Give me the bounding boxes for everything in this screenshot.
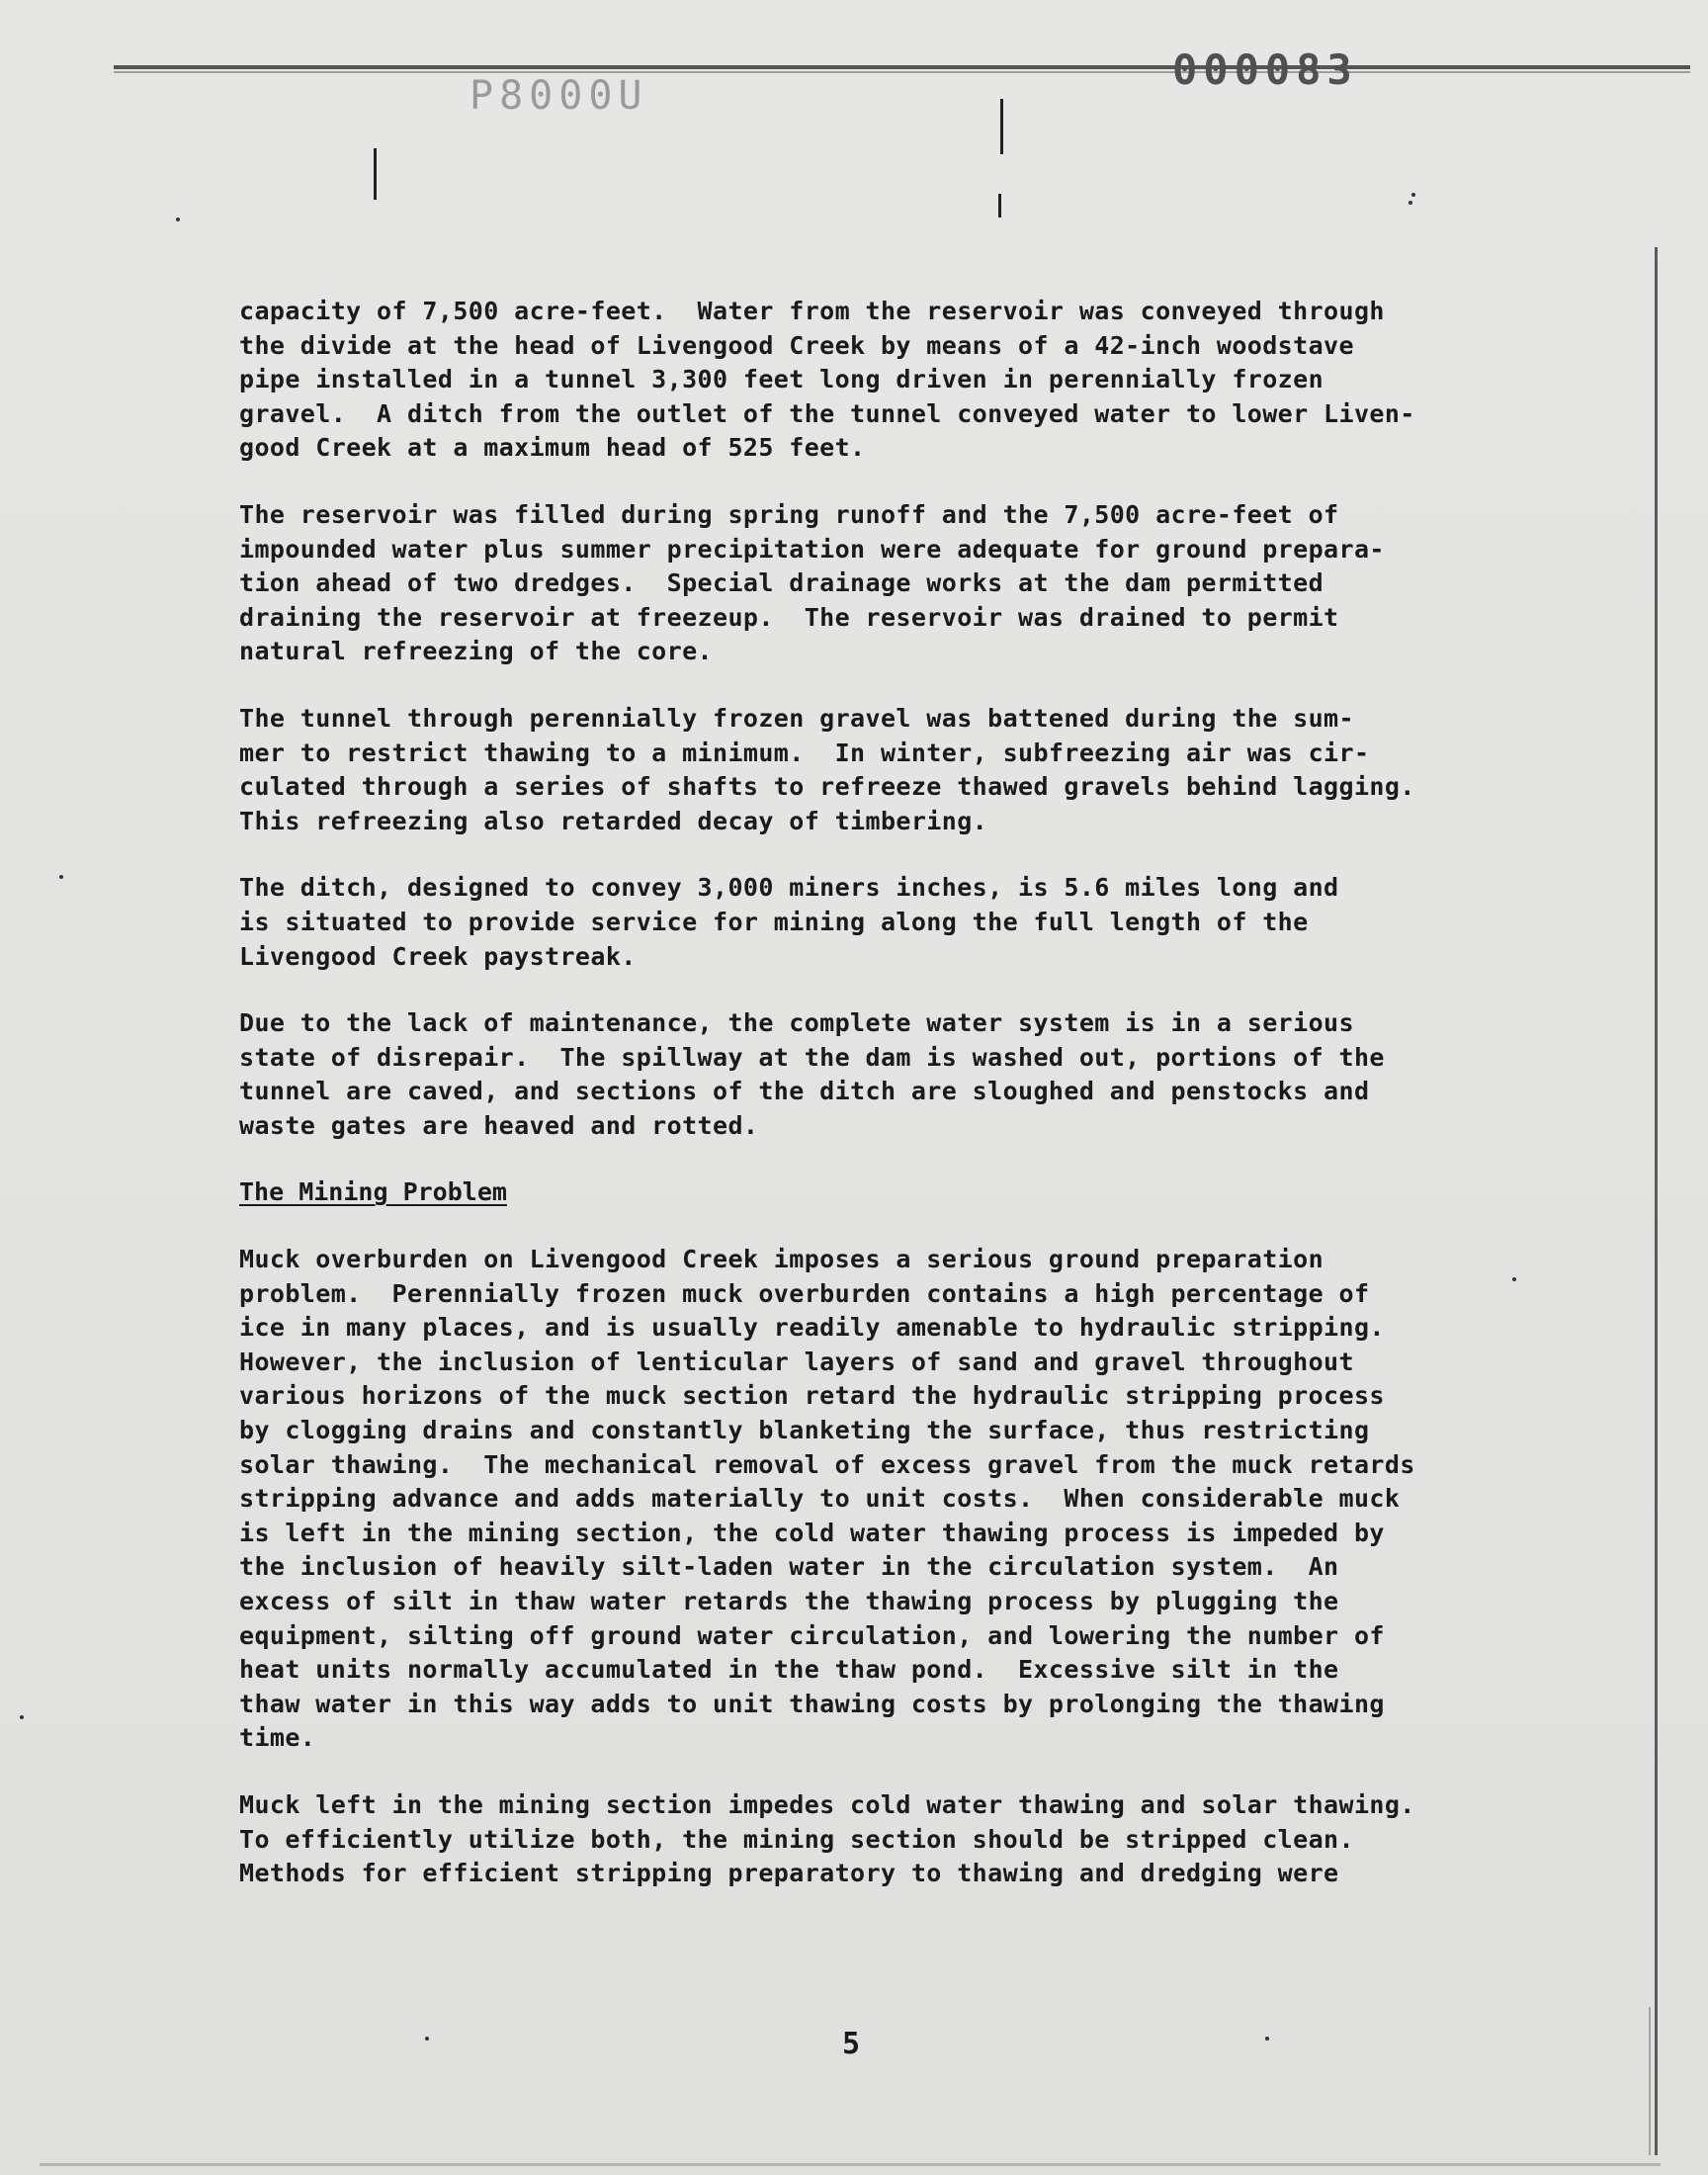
text-line: Muck overburden on Livengood Creek imposes a serious ground preparation <box>239 1245 1324 1274</box>
top-rule <box>114 65 1690 69</box>
text-line: However, the inclusion of lenticular layers of sand and gravel throughout <box>239 1347 1354 1376</box>
text-line: The tunnel through perennially frozen gravel was battened during the sum- <box>239 703 1354 733</box>
text-line: the inclusion of heavily silt-laden water in the circulation system. An <box>239 1552 1339 1582</box>
text-line: by clogging drains and constantly blanketing the surface, thus restricting <box>239 1416 1370 1445</box>
text-line: various horizons of the muck section retard the hydraulic stripping process <box>239 1381 1385 1411</box>
right-scan-border-inner <box>1649 2007 1651 2155</box>
top-rule-shadow <box>114 71 1690 73</box>
text-line: Muck left in the mining section impedes cold water thawing and solar thawing. <box>239 1789 1415 1819</box>
text-line: Methods for efficient stripping preparatory to thawing and dredging were <box>239 1859 1339 1888</box>
text-line: capacity of 7,500 acre-feet. Water from the reservoir was conveyed through <box>239 297 1385 325</box>
paragraph-tunnel <box>239 702 1544 838</box>
text-line: is situated to provide service for mining along the full length of the <box>239 907 1309 936</box>
text-line: time. <box>239 1723 316 1753</box>
scan-speck <box>59 875 63 879</box>
faint-stamp-number: P8000U <box>470 73 648 119</box>
text-line: This refreezing also retarded decay of timbering. <box>239 806 988 835</box>
text-line: draining the reservoir at freezeup. The reservoir was drained to permit <box>239 602 1339 632</box>
paragraph-muck-overburden <box>239 1243 1544 1756</box>
text-line: culated through a series of shafts to refreeze thawed gravels behind lagging. <box>239 772 1415 802</box>
margin-tick-mark <box>998 194 1001 218</box>
paragraph-ditch <box>239 871 1544 974</box>
page-stamp-number: 000083 <box>1172 45 1358 94</box>
text-line: thaw water in this way adds to unit thawing costs by prolonging the thawing <box>239 1689 1385 1718</box>
text-line: The reservoir was filled during spring runoff and the 7,500 acre-feet of <box>239 499 1339 529</box>
text-line: solar thawing. The mechanical removal of excess gravel from the muck retards <box>239 1449 1415 1479</box>
section-heading: The Mining Problem <box>239 1177 507 1207</box>
right-scan-border <box>1655 247 1658 2155</box>
text-line: pipe installed in a tunnel 3,300 feet long driven in perennially frozen <box>239 365 1324 394</box>
text-line: state of disrepair. The spillway at the dam is washed out, portions of the <box>239 1042 1385 1072</box>
scan-speck <box>1409 201 1412 205</box>
text-line: impounded water plus summer precipitation were adequate for ground prepara- <box>239 534 1385 564</box>
text-line: Livengood Creek paystreak. <box>239 941 637 971</box>
scan-speck <box>425 2037 429 2041</box>
paragraph-reservoir-capacity <box>239 295 1544 466</box>
text-line: waste gates are heaved and rotted. <box>239 1110 759 1140</box>
text-line: heat units normally accumulated in the thaw pond. Excessive silt in the <box>239 1655 1339 1685</box>
paragraph-reservoir-filling <box>239 498 1544 669</box>
margin-tick-mark <box>374 148 377 200</box>
scan-speck <box>1411 193 1415 197</box>
text-line: Due to the lack of maintenance, the complete water system is in a serious <box>239 1008 1354 1038</box>
text-line: the divide at the head of Livengood Creek by means of a 42-inch woodstave <box>239 330 1354 360</box>
page-number: 5 <box>842 2027 861 2061</box>
text-line: gravel. A ditch from the outlet of the tunnel conveyed water to lower Liven- <box>239 398 1415 428</box>
text-line: natural refreezing of the core. <box>239 637 713 666</box>
text-line: tunnel are caved, and sections of the ditch are sloughed and penstocks and <box>239 1077 1370 1106</box>
text-line: equipment, silting off ground water circulation, and lowering the number of <box>239 1620 1385 1650</box>
text-line: stripping advance and adds materially to unit costs. When considerable muck <box>239 1484 1401 1514</box>
paragraph-stripping <box>239 1788 1544 1891</box>
scan-speck <box>1265 2037 1269 2041</box>
bottom-scan-edge <box>40 2163 1661 2166</box>
scan-speck <box>176 218 180 221</box>
document-body <box>239 295 1544 1891</box>
text-line: good Creek at a maximum head of 525 feet. <box>239 433 866 463</box>
text-line: problem. Perennially frozen muck overburden contains a high percentage of <box>239 1278 1370 1308</box>
text-line: The ditch, designed to convey 3,000 miners inches, is 5.6 miles long and <box>239 873 1339 903</box>
scan-speck <box>20 1715 24 1719</box>
text-line: tion ahead of two dredges. Special drainage works at the dam permitted <box>239 568 1324 598</box>
text-line: To efficiently utilize both, the mining section should be stripped clean. <box>239 1824 1354 1854</box>
text-line: excess of silt in thaw water retards the thawing process by plugging the <box>239 1587 1339 1615</box>
margin-tick-mark <box>1000 99 1003 154</box>
paragraph-disrepair <box>239 1006 1544 1143</box>
text-line: ice in many places, and is usually readily amenable to hydraulic stripping. <box>239 1313 1385 1343</box>
text-line: is left in the mining section, the cold water thawing process is impeded by <box>239 1518 1385 1547</box>
text-line: mer to restrict thawing to a minimum. In winter, subfreezing air was cir- <box>239 738 1370 767</box>
